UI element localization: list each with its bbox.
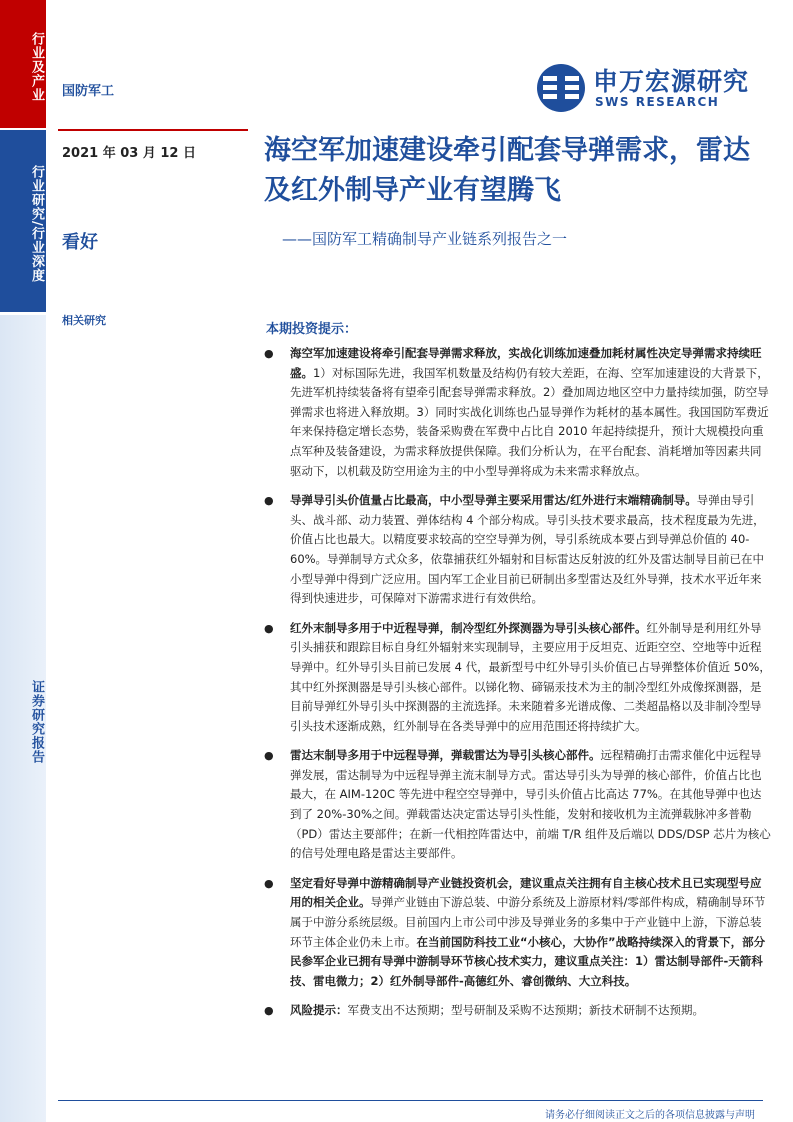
list-item: [262, 874, 772, 992]
bullet-lead-secondary: 在当前国防科技工业“小核心，大协作”战略持续深入的背景下，部分民参军企业已拥有导弹中游制导环节核心技术实力，建议重点关注：1）雷达制导部件-天箭科技、雷电微力；2）红外制导部件-高德红外、睿创微纳、大立科技。: [290, 934, 766, 988]
sidebar-industry-tag: [0, 0, 46, 128]
bullet-body: 导弹由导引头、战斗部、动力装置、弹体结构 4 个部分构成。导引头技术要求最高，技术程度最为先进，价值占比也最大。以精度要求较高的空空导弹为例，导引系统成本要占到导弹总价值的 40-60%。导弹制导方式众多，依靠捕获红外辐射和目标雷达反射波的红外及雷达制导目前已在中小型导弹中得到广泛应用。国内军工企业目前已研制出多型雷达及红外导弹，技术水平近年来得到快速进步，可保障对下游需求进行有效供给。: [290, 493, 765, 606]
sector-label: 国防军工: [62, 84, 115, 99]
bullet-icon: ●: [264, 1004, 274, 1018]
related-research-heading: 相关研究: [62, 314, 106, 327]
bullet-lead: 海空军加速建设将牵引配套导弹需求释放，实战化训练加速叠加耗材属性决定导弹需求持续旺盛。: [290, 346, 762, 380]
report-date: 2021 年 03 月 12 日: [62, 146, 196, 161]
sidebar-research-type: [0, 130, 46, 312]
risk-warning-body: 军费支出不达预期；型号研制及采购不达预期；新技术研制不达预期。: [347, 1003, 704, 1018]
bullet-body: 红外制导是利用红外导引头捕获和跟踪目标自身红外辐射来实现制导，主要应用于反坦克、近距空空、空地等中近程导弹中。红外导引头目前已发展 4 代，最新型号中红外导引头价值已占导弹整体价值近 50%，其中红外探测器是导引头核心部件。以锑化物、碲镉汞技术为主的制冷型红外成像探测器，是目前导弹红外导引头中探测器的主流选择。未来随着多光谱成像、二类超晶格以及非制冷型导引头技术逐渐成熟，红外制导在各类导弹中的应用范围还将持续扩大。: [290, 620, 771, 733]
investment-tips-list: [262, 344, 772, 1031]
company-logo: [535, 62, 765, 117]
bullet-icon: ●: [264, 494, 274, 508]
bullet-body: 导弹产业链由下游总装、中游分系统及上游原材料/零部件构成，精确制导环节属于中游分系统层级。目前国内上市公司中涉及导弹业务的多集中于产业链中上游，下游总装环节主体企业仍未上市。: [290, 895, 766, 949]
bullet-body: 1）对标国际先进，我国军机数量及结构仍有较大差距，在海、空军加速建设的大背景下，先进军机持续装备将有望牵引配套导弹需求释放。2）叠加周边地区空中力量持续加强，防空导弹需求也将进入释放期。3）同时实战化训练也凸显导弹作为耗材的基本属性。我国国防军费近年来保持稳定增长态势，装备采购费在军费中占比自 2010 年起持续提升，预计大规模投向重点军种及装备建设，为需求释放提供保障。我们分析认为，在平台配套、消耗增加等因素共同驱动下，以机载及防空用途为主的中小型导弹将成为未来需求释放点。: [290, 365, 769, 478]
risk-warning-lead: 风险提示：: [290, 1003, 348, 1018]
list-item: [262, 491, 772, 609]
list-item: [262, 746, 772, 864]
sidebar-research-type-label: 行业研究/行业深度: [29, 165, 44, 283]
list-item: [262, 1001, 772, 1021]
header-divider-left: [58, 129, 248, 131]
report-title: 海空军加速建设牵引配套导弹需求，雷达及红外制导产业有望腾飞: [264, 135, 750, 206]
bullet-icon: ●: [264, 876, 274, 890]
bullet-icon: ●: [264, 749, 274, 763]
sidebar-report-type: [0, 315, 46, 1122]
logo-text-en: SWS RESEARCH: [595, 95, 720, 109]
sidebar-report-type-label: 证券研究报告: [29, 679, 44, 764]
list-item: [262, 619, 772, 737]
bullet-icon: ●: [264, 347, 274, 360]
logo-icon: [535, 62, 587, 114]
investment-rating: 看好: [62, 232, 98, 253]
report-subtitle: ——国防军工精确制导产业链系列报告之一: [282, 230, 568, 248]
bullet-lead: 导弹导引头价值量占比最高，中小型导弹主要采用雷达/红外进行末端精确制导。: [290, 493, 697, 508]
sidebar-industry-label: 行业及产业: [29, 32, 44, 102]
investment-tips-heading: 本期投资提示：: [266, 322, 358, 337]
bullet-lead: 红外末制导多用于中近程导弹，制冷型红外探测器为导引头核心部件。: [290, 620, 647, 635]
bullet-lead: 雷达末制导多用于中远程导弹，弹载雷达为导引头核心部件。: [290, 748, 601, 763]
bullet-lead: 坚定看好导弹中游精确制导产业链投资机会，建议重点关注拥有自主核心技术且已实现型号应用的相关企业。: [290, 875, 762, 910]
logo-text-cn: 申万宏源研究: [593, 67, 750, 96]
list-item: [262, 344, 772, 481]
bullet-body: 远程精确打击需求催化中远程导弹发展，雷达制导为中远程导弹主流末制导方式。雷达导引头为导弹的核心部件，价值占比也最大，在 AIM-120C 等先进中程空空导弹中，导引头价值占比高达 77%。在其他导弹中也达到了 20%-30%之间。弹载雷达决定雷达导引头性能，发射和接收机为主流弹载脉冲多普勒（PD）雷达主要部件；在新一代相控阵雷达中，前端 T/R 组件及后端以 DDS/DSP 芯片为核心的信号处理电路是雷达主要部件。: [290, 748, 771, 861]
footer-divider: [58, 1100, 763, 1101]
bullet-icon: ●: [264, 621, 274, 635]
footer-disclaimer: 请务必仔细阅读正文之后的各项信息披露与声明: [545, 1110, 755, 1121]
